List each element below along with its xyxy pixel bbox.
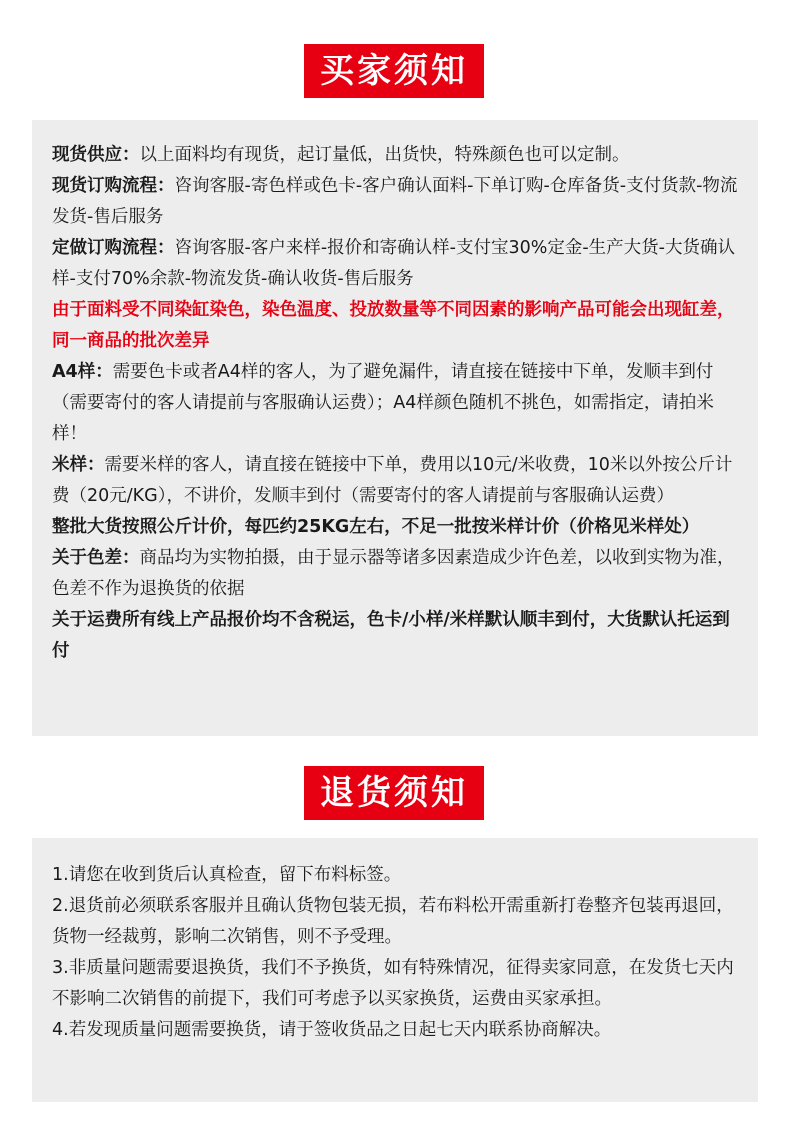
custom-order-text: 咨询客服-客户来样-报价和寄确认样-支付宝30%定金-生产大货-大货确认样-支付70%余款-物流发货-确认收货-售后服务 bbox=[52, 238, 735, 289]
color-batch-warning: 由于面料受不同染缸染色，染色温度、投放数量等不同因素的影响产品可能会出现缸差，同一商品的批次差异 bbox=[52, 300, 735, 351]
a4-sample-text: 需要色卡或者A4样的客人，为了避免漏件，请直接在链接中下单，发顺丰到付（需要寄付的客人请提前与客服确认运费）；A4样颜色随机不挑色，如需指定，请拍米样！ bbox=[52, 362, 714, 444]
color-difference-text: 商品均为实物拍摄，由于显示器等诸多因素造成少许色差，以收到实物为准，色差不作为退换货的依据 bbox=[52, 548, 735, 599]
return-item: 1.请您在收到货后认真检查，留下布料标签。 bbox=[52, 865, 402, 885]
return-item: 2.退货前必须联系客服并且确认货物包装无损，若布料松开需重新打卷整齐包装再退回，货物一经裁剪，影响二次销售，则不予受理。 bbox=[52, 896, 734, 947]
buyer-notice-panel bbox=[32, 120, 758, 736]
custom-order-process bbox=[52, 233, 738, 295]
supply-label: 现货供应： bbox=[52, 145, 140, 165]
spot-order-process bbox=[52, 171, 738, 233]
custom-order-label: 定做订购流程： bbox=[52, 238, 175, 258]
spot-order-label: 现货订购流程： bbox=[52, 176, 175, 196]
meter-sample-info bbox=[52, 450, 738, 512]
a4-sample-label: A4样： bbox=[52, 362, 113, 382]
shipping-info: 关于运费所有线上产品报价均不含税运，色卡/小样/米样默认顺丰到付，大货默认托运到付 bbox=[52, 610, 730, 661]
return-item: 4.若发现质量问题需要换货，请于签收货品之日起七天内联系协商解决。 bbox=[52, 1020, 612, 1040]
return-notice-title: 退货须知 bbox=[304, 766, 484, 820]
bulk-pricing-info: 整批大货按照公斤计价，每匹约25KG左右，不足一批按米样计价（价格见米样处） bbox=[52, 517, 700, 537]
supply-info bbox=[52, 140, 738, 171]
supply-text: 以上面料均有现货，起订量低，出货快，特殊颜色也可以定制。 bbox=[139, 145, 630, 165]
return-notice-panel bbox=[32, 838, 758, 1102]
spot-order-text: 咨询客服-寄色样或色卡-客户确认面料-下单订购-仓库备货-支付货款-物流发货-售后服务 bbox=[52, 176, 738, 227]
return-item: 3.非质量问题需要退换货，我们不予换货，如有特殊情况，征得卖家同意，在发货七天内不影响二次销售的前提下，我们可考虑予以买家换货，运费由买家承担。 bbox=[52, 958, 734, 1009]
meter-sample-label: 米样： bbox=[52, 455, 105, 475]
color-difference-info bbox=[52, 543, 738, 605]
meter-sample-text: 需要米样的客人，请直接在链接中下单，费用以10元/米收费，10米以外按公斤计费（20元/KG），不讲价，发顺丰到付（需要寄付的客人请提前与客服确认运费） bbox=[52, 455, 733, 506]
a4-sample-info bbox=[52, 357, 738, 450]
color-difference-label: 关于色差： bbox=[52, 548, 140, 568]
buyer-notice-title: 买家须知 bbox=[304, 44, 484, 98]
